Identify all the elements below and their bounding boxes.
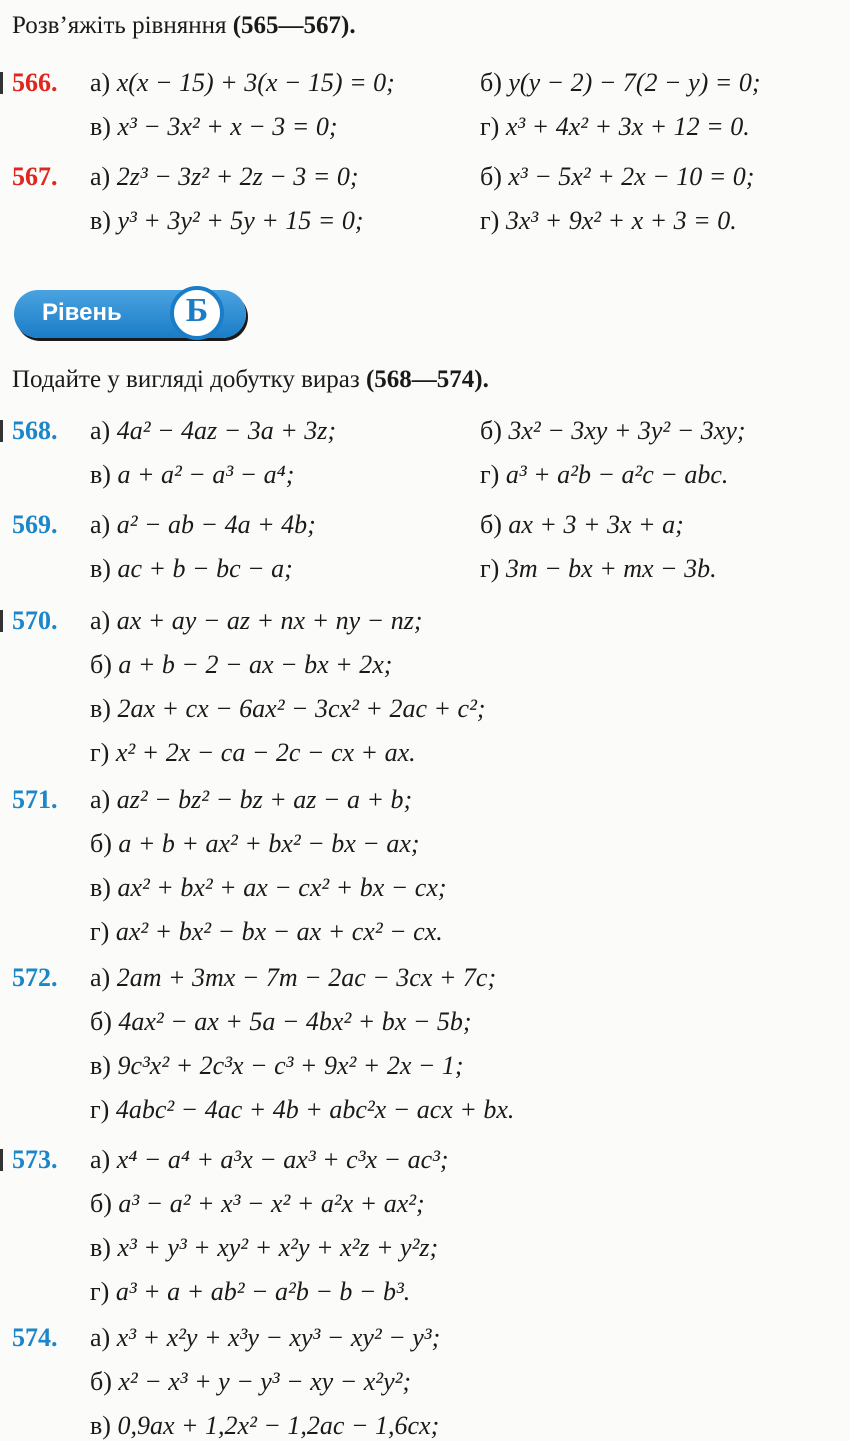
level-badge-label: Рівень bbox=[42, 299, 122, 326]
exercise-part: а) x(x − 15) + 3(x − 15) = 0; bbox=[90, 68, 395, 97]
exercise-part: б) ax + 3 + 3x + a; bbox=[480, 510, 684, 539]
exercise-part: в) x³ − 3x² + x − 3 = 0; bbox=[90, 112, 338, 141]
exercise-part: г) 3m − bx + mx − 3b. bbox=[480, 554, 717, 583]
level-badge bbox=[14, 290, 246, 342]
exercise-part: в) ax² + bx² + ax − cx² + bx − cx; bbox=[90, 873, 447, 902]
exercise-part: в) 9c³x² + 2c³x − c³ + 9x² + 2x − 1; bbox=[90, 1051, 464, 1080]
marker-icon bbox=[0, 1149, 7, 1171]
exercise-part: а) ax + ay − az + nx + ny − nz; bbox=[90, 606, 423, 635]
exercise-part: б) y(y − 2) − 7(2 − y) = 0; bbox=[480, 68, 761, 97]
exercise-part: г) 4abc² − 4ac + 4b + abc²x − acx + bx. bbox=[90, 1095, 515, 1124]
instruction-factor-expression bbox=[12, 366, 489, 394]
problem-number: 572. bbox=[12, 963, 58, 992]
exercise-part: а) a² − ab − 4a + 4b; bbox=[90, 510, 316, 539]
exercise-part: г) ax² + bx² − bx − ax + cx² − cx. bbox=[90, 917, 443, 946]
instruction-range: (568—574). bbox=[365, 366, 489, 393]
exercise-part: г) a³ + a + ab² − a²b − b − b³. bbox=[90, 1277, 411, 1306]
exercise-part: б) 4ax² − ax + 5a − 4bx² + bx − 5b; bbox=[90, 1007, 472, 1036]
exercise-part: б) 3x² − 3xy + 3y² − 3xy; bbox=[480, 416, 746, 445]
exercise-part: б) a³ − a² + x³ − x² + a²x + ax²; bbox=[90, 1189, 425, 1218]
problem-number: 569. bbox=[12, 510, 58, 539]
instruction-solve-equations bbox=[12, 12, 356, 40]
exercise-part: б) a + b + ax² + bx² − bx − ax; bbox=[90, 829, 420, 858]
instruction-range: (565—567). bbox=[232, 12, 356, 39]
exercise-part: б) x³ − 5x² + 2x − 10 = 0; bbox=[480, 162, 755, 191]
marker-icon bbox=[0, 420, 7, 442]
exercise-part: а) az² − bz² − bz + az − a + b; bbox=[90, 785, 413, 814]
problem-number: 574. bbox=[12, 1323, 58, 1352]
exercise-part: а) x⁴ − a⁴ + a³x − ax³ + c³x − ac³; bbox=[90, 1145, 449, 1174]
exercise-part: б) x² − x³ + y − y³ − xy − x²y²; bbox=[90, 1367, 412, 1396]
problem-number: 570. bbox=[12, 606, 58, 635]
exercise-part: б) a + b − 2 − ax − bx + 2x; bbox=[90, 650, 393, 679]
instruction-text: Розв’яжіть рівняння bbox=[12, 12, 233, 39]
exercise-part: а) 2am + 3mx − 7m − 2ac − 3cx + 7c; bbox=[90, 963, 497, 992]
exercise-part: а) x³ + x²y + x³y − xy³ − xy² − y³; bbox=[90, 1323, 441, 1352]
instruction-text: Подайте у вигляді добутку вираз bbox=[12, 366, 366, 393]
marker-icon bbox=[0, 610, 7, 632]
exercise-part: в) 2ax + cx − 6ax² − 3cx² + 2ac + c²; bbox=[90, 694, 486, 723]
exercise-part: в) y³ + 3y² + 5y + 15 = 0; bbox=[90, 206, 364, 235]
exercise-part: г) 3x³ + 9x² + x + 3 = 0. bbox=[480, 206, 737, 235]
exercise-part: в) a + a² − a³ − a⁴; bbox=[90, 460, 295, 489]
exercise-part: в) 0,9ax + 1,2x² − 1,2ac − 1,6cx; bbox=[90, 1411, 440, 1440]
problem-number: 567. bbox=[12, 162, 58, 191]
exercise-part: а) 2z³ − 3z² + 2z − 3 = 0; bbox=[90, 162, 359, 191]
exercise-part: г) x³ + 4x² + 3x + 12 = 0. bbox=[480, 112, 750, 141]
exercise-part: в) ac + b − bc − a; bbox=[90, 554, 293, 583]
problem-number: 571. bbox=[12, 785, 58, 814]
marker-icon bbox=[0, 72, 7, 94]
level-badge-letter: Б bbox=[185, 292, 209, 329]
exercise-part: г) x² + 2x − ca − 2c − cx + ax. bbox=[90, 738, 416, 767]
exercise-part: г) a³ + a²b − a²c − abc. bbox=[480, 460, 729, 489]
problem-number: 568. bbox=[12, 416, 58, 445]
exercise-part: а) 4a² − 4az − 3a + 3z; bbox=[90, 416, 337, 445]
problem-number: 566. bbox=[12, 68, 58, 97]
exercise-part: в) x³ + y³ + xy² + x²y + x²z + y²z; bbox=[90, 1233, 439, 1262]
problem-number: 573. bbox=[12, 1145, 58, 1174]
